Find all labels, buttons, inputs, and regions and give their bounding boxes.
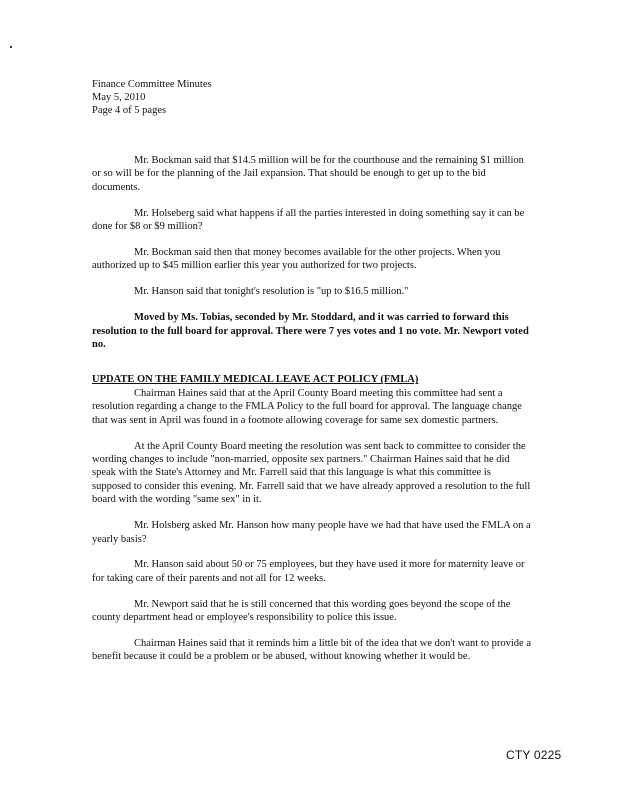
paragraph-motion: Moved by Ms. Tobias, seconded by Mr. Stoddard, and it was carried to forward this resolution to the full board for approval. There were 7 yes votes and 1 no vote. Mr. Newport voted no. [92,312,529,351]
scan-speck [10,46,12,48]
paragraph-holsberg-question: Mr. Holseberg said what happens if all the parties interested in doing something say it can be done for $8 or $9 million? [92,207,525,233]
paragraph-bockman-answer: Mr. Bockman said then that money becomes available for the other projects. When you authorized up to $45 million earlier this year you authorized for two projects. [92,247,501,272]
document-body [92,154,532,676]
paragraph-holsberg-asked: Mr. Holsberg asked Mr. Hanson how many people have we had that have used the FMLA on a yearly basis? [92,520,531,545]
paragraph-newport-concern: Mr. Newport said that he is still concerned that this wording goes beyond the scope of the county department head or employee's responsibility to police this issue. [92,598,511,624]
section-heading-fmla: UPDATE ON THE FAMILY MEDICAL LEAVE ACT POLICY (FMLA) [92,374,419,386]
header-page-number: Page 4 of 5 pages [92,105,167,116]
paragraph-april-board: At the April County Board meeting the resolution was sent back to committee to consider the wording changes to include "non-married, opposite sex partners." Chairman Haines said that he did speak with the State's Attorney and Mr. Farrell said that this language is what this committee is supposed to consider this evening. Mr. Farrell said that we have already approved a resolution to the full board with the wording "same sex" in it. [92,440,531,506]
paragraph-hanson-employees: Mr. Hanson said about 50 or 75 employees, but they have used it more for maternity leave or for taking care of their parents and not all for 12 weeks. [92,559,525,584]
header-title: Finance Committee Minutes [92,79,212,90]
paragraph-haines-april: Chairman Haines said that at the April County Board meeting this committee had sent a resolution regarding a change to the FMLA Policy to the full board for approval. The language change that was sent in April was found in a footnote allowing coverage for same sex domestic partners. [92,387,522,426]
paragraph-haines-benefit: Chairman Haines said that it reminds him a little bit of the idea that we don't want to provide a benefit because it could be a problem or be abused, without knowing whether it would be. [92,638,532,663]
bates-number: CTY 0225 [506,748,562,762]
header-date: May 5, 2010 [92,92,146,103]
paragraph-bockman-courthouse: Mr. Bockman said that $14.5 million will be for the courthouse and the remaining $1 million or so will be for the planning of the Jail expansion. That should be enough to get up to the bid documents. [92,155,524,193]
paragraph-hanson-resolution: Mr. Hanson said that tonight's resolution is "up to $16.5 million." [134,286,409,298]
document-header [92,78,212,117]
